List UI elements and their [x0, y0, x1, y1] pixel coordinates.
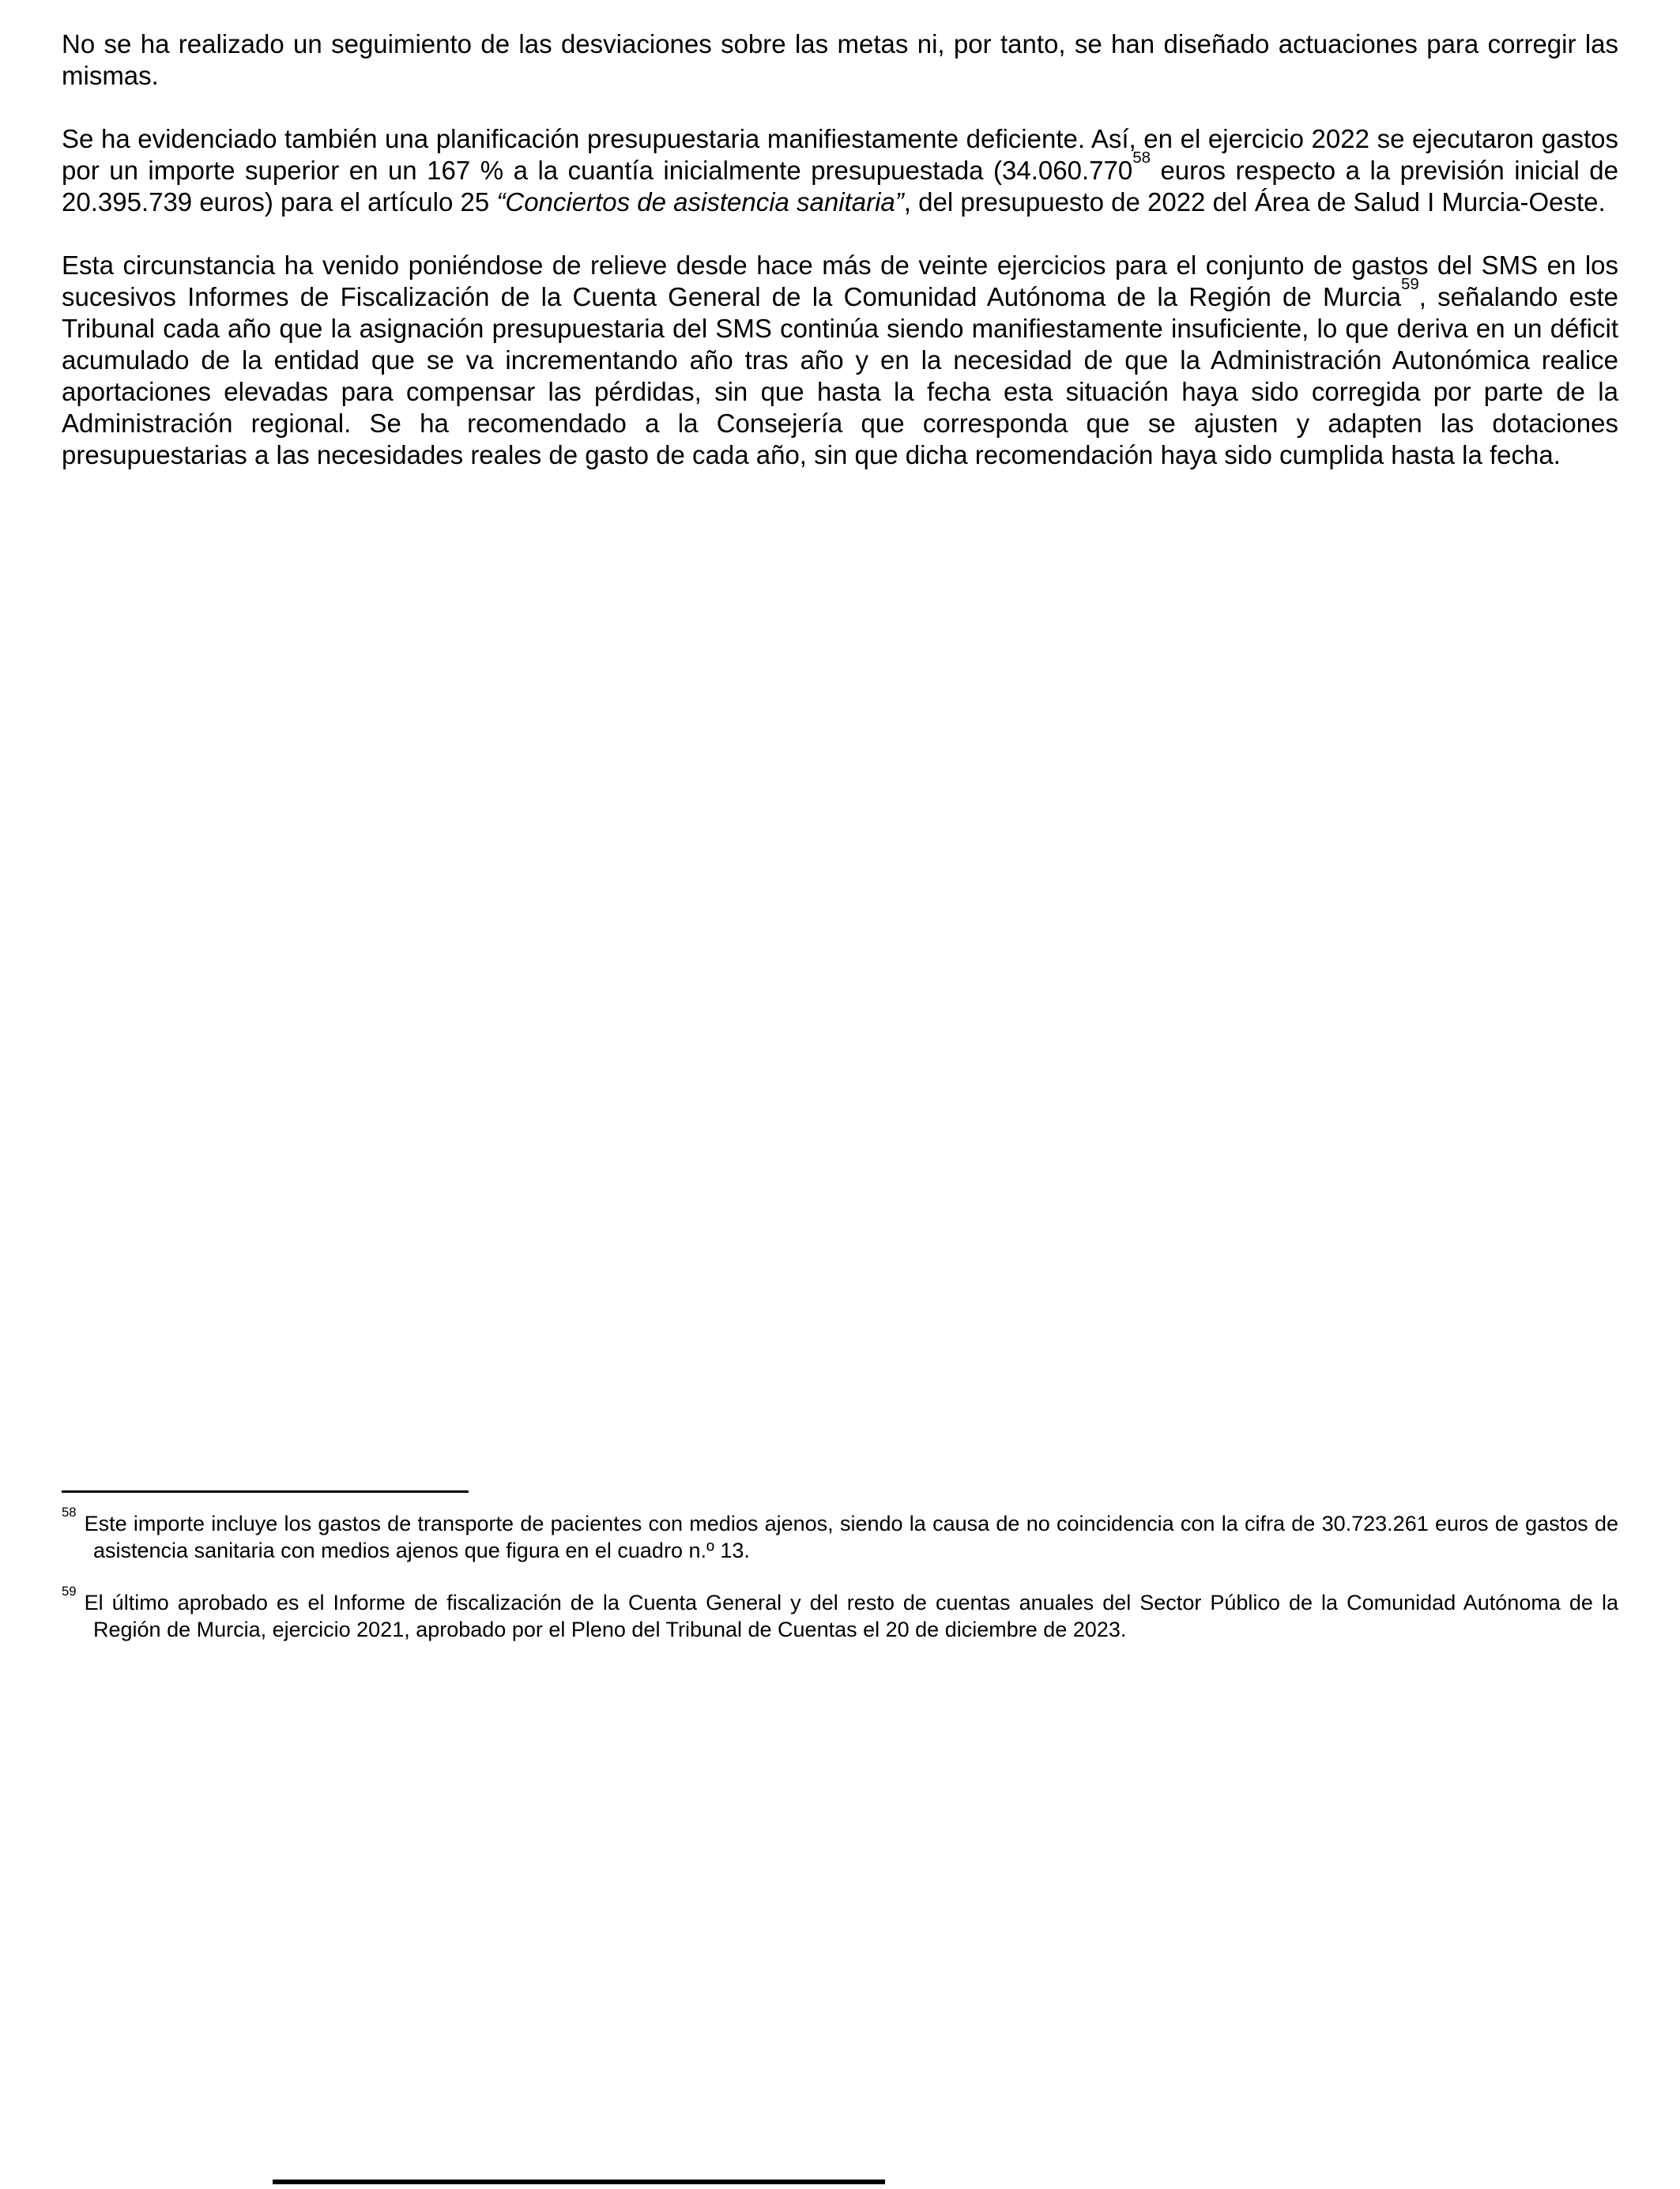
paragraph-2 — [62, 123, 1618, 218]
footnote-58 — [62, 1505, 1618, 1564]
footnote-59-text: El último aprobado es el Informe de fiscalización de la Cuenta General y del resto de cuentas anuales del Sector Público de la Comunidad Autónoma de la Región de Murcia, ejercicio 2021, aprobado por el Pleno del Tribunal de Cuentas el 20 de diciembre de 2023. — [84, 1591, 1618, 1641]
paragraph-1-text: No se ha realizado un seguimiento de las desviaciones sobre las metas ni, por tanto, se han diseñado actuaciones para corregir las mismas. — [62, 29, 1618, 90]
footnote-58-marker: 58 — [62, 1505, 77, 1520]
paragraph-3 — [62, 250, 1618, 471]
paragraph-3-text: Esta circunstancia ha venido poniéndose de relieve desde hace más de veinte ejercicios para el conjunto de gastos del SMS en los sucesivos Informes de Fiscalización de la Cuenta General de la Comunidad Autónoma de la Región de Murcia — [62, 251, 1618, 311]
page-content — [62, 28, 1618, 503]
footnote-ref-59: 59 — [1400, 274, 1419, 293]
footnote-separator-rule — [62, 1490, 469, 1493]
page-bottom-edge-line — [273, 2180, 885, 2184]
footnote-59 — [62, 1584, 1618, 1643]
paragraph-3-text: , señalando este Tribunal cada año que la asignación presupuestaria del SMS continúa siendo manifiestamente insuficiente, lo que deriva en un déficit acumulado de la entidad que se va incrementando año tras año y en la necesidad de que la Administración Autonómica realice aportaciones elevadas para compensar las pérdidas, sin que hasta la fecha esta situación haya sido corregida por parte de la Administración regional. Se ha recomendado a la Consejería que corresponda que se ajusten y adapten las dotaciones presupuestarias a las necesidades reales de gasto de cada año, sin que dicha recomendación haya sido cumplida hasta la fecha. — [62, 282, 1618, 469]
footnote-59-marker: 59 — [62, 1584, 77, 1599]
footnote-ref-58: 58 — [1132, 148, 1151, 167]
footnotes-section — [62, 1490, 1618, 1668]
paragraph-2-text: Se ha evidenciado también una planificación presupuestaria manifiestamente deficiente. Así, en el ejercicio 2022 se ejecutaron gastos por un importe superior en un 167 % a la cuantía inicialmente presupuestada (34.060.770 — [62, 124, 1618, 185]
paragraph-2-italic-quote: “Conciertos de asistencia sanitaria” — [496, 187, 904, 217]
footnote-58-text: Este importe incluye los gastos de transporte de pacientes con medios ajenos, siendo la causa de no coincidencia con la cifra de 30.723.261 euros de gastos de asistencia sanitaria con medios ajenos que figura en el cuadro n.º 13. — [84, 1512, 1618, 1562]
paragraph-2-text: , del presupuesto de 2022 del Área de Salud I Murcia-Oeste. — [903, 187, 1606, 217]
paragraph-1 — [62, 28, 1618, 92]
paragraph-2-text: euros respecto a la previsión inicial de 20.395.739 euros) para el artículo 25 — [62, 156, 1619, 217]
